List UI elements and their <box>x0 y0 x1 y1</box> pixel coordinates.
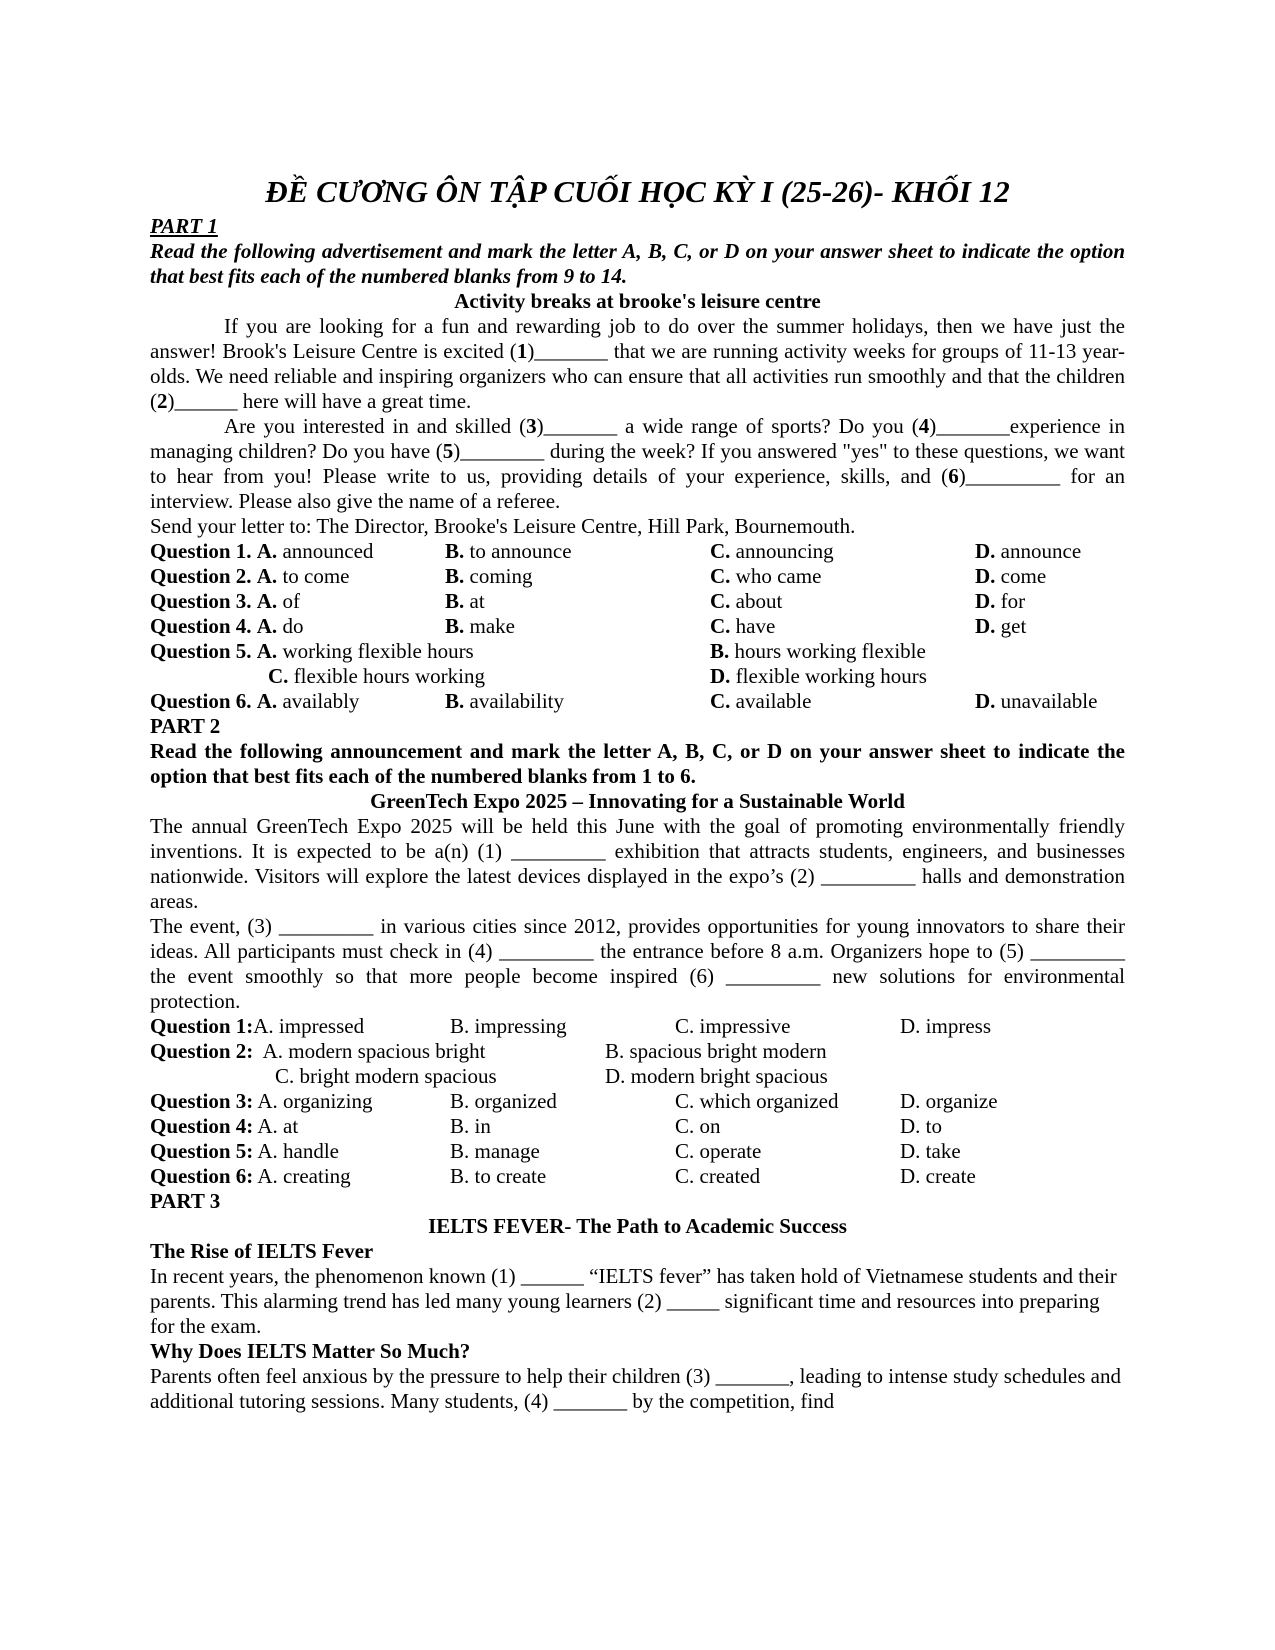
option-b: coming <box>469 564 533 588</box>
option-c: C. on <box>675 1114 721 1138</box>
option-d: get <box>1000 614 1027 638</box>
question-label: Question 1: <box>150 1014 254 1038</box>
blank-number: 5 <box>442 439 454 463</box>
part1-heading: Activity breaks at brooke's leisure centre <box>454 289 821 313</box>
part1-question-5-cont: C. flexible hours working D. flexible working hours <box>268 664 927 688</box>
option-a: A. organizing <box>257 1089 373 1113</box>
part1-question-1: Question 1. A. announced B. to announce C. announcing D. announce <box>150 539 1082 563</box>
option-d: D. take <box>900 1139 961 1163</box>
option-c: announcing <box>735 539 834 563</box>
part2-question-5 <box>150 1139 1125 1164</box>
part3-paragraph-2: Parents often feel anxious by the pressure to help their children (3) _______, leading to intense study schedules and additional tutoring sessions. Many students, (4) _______ by the competition, find <box>150 1364 1122 1413</box>
text-run: Are you interested in and skilled ( <box>224 414 527 438</box>
part1-question-5: Question 5. A. working flexible hours B. hours working flexible <box>150 639 926 663</box>
part2-instruction: Read the following announcement and mark the letter A, B, C, or D on your answer sheet to indicate the option that best fits each of the numbered blanks from 1 to 6. <box>150 739 1125 788</box>
option-d: D. impress <box>900 1014 991 1038</box>
text-run: )_______ that we are running activity weeks for groups of 11-13 year-olds. We need reliable and inspiring organizers who can ensure that all activities run smoothly and that the children ( <box>150 339 1125 413</box>
option-b: at <box>469 589 485 613</box>
option-a: availably <box>282 689 360 713</box>
text-run: )______ here will have a great time. <box>167 389 472 413</box>
document-page <box>150 170 1125 1414</box>
option-b: B. in <box>450 1114 491 1138</box>
option-d: come <box>1000 564 1047 588</box>
option-c: about <box>735 589 783 613</box>
question-label: Question 5. <box>150 639 252 663</box>
part2-question-1 <box>150 1014 1125 1039</box>
option-b: availability <box>469 689 564 713</box>
text-run: If you are looking for a fun and rewarding job to do over the summer holidays, then we have just the answer! Brook's Leisure Centre is excited ( <box>150 314 1125 363</box>
part2-heading: GreenTech Expo 2025 – Innovating for a Sustainable World <box>370 789 905 813</box>
option-b: B. organized <box>450 1089 557 1113</box>
blank-number: 3 <box>526 414 537 438</box>
option-b: hours working flexible <box>734 639 926 663</box>
part2-question-2-cont <box>150 1064 1125 1089</box>
part2-question-4 <box>150 1114 1125 1139</box>
text-run: )_________ for an interview. Please also give the name of a referee. <box>150 464 1125 513</box>
question-label: Question 5: <box>150 1139 254 1163</box>
part2-question-3 <box>150 1089 1125 1114</box>
part2-paragraph-1: The annual GreenTech Expo 2025 will be held this June with the goal of promoting environmentally friendly inventions. It is expected to be a(n) (1) _________ exhibition that attracts students, engineers, and businesses nationwide. Visitors will explore the latest devices displayed in the expo’s (2) _________ halls and demonstration areas. <box>150 814 1125 913</box>
option-c: C. operate <box>675 1139 762 1163</box>
question-label: Question 3. <box>150 589 252 613</box>
option-b: B. to create <box>450 1164 547 1188</box>
part2-question-6 <box>150 1164 1125 1189</box>
question-label: Question 2: <box>150 1039 254 1063</box>
option-d: D. create <box>900 1164 976 1188</box>
part1-paragraph-3: Send your letter to: The Director, Brooke's Leisure Centre, Hill Park, Bournemouth. <box>150 514 856 538</box>
part2-question-2 <box>150 1039 1125 1064</box>
blank-number: 2 <box>157 389 168 413</box>
option-d: for <box>1000 589 1026 613</box>
option-a: do <box>282 614 304 638</box>
option-b: to announce <box>469 539 572 563</box>
question-label: Question 1. <box>150 539 252 563</box>
option-a: A. modern spacious bright <box>262 1039 486 1063</box>
question-label: Question 6. <box>150 689 252 713</box>
part1-paragraph-2 <box>150 414 1125 514</box>
part3-label: PART 3 <box>150 1189 221 1213</box>
part3-subheading-1: The Rise of IELTS Fever <box>150 1239 374 1263</box>
page-title: ĐỀ CƯƠNG ÔN TẬP CUỐI HỌC KỲ I (25-26)- KHỐI 12 <box>265 174 1010 209</box>
blank-number: 1 <box>516 339 528 363</box>
question-label: Question 3: <box>150 1089 254 1113</box>
option-a: of <box>282 589 300 613</box>
part2-label: PART 2 <box>150 714 221 738</box>
option-c: who came <box>735 564 822 588</box>
part3-subheading-2: Why Does IELTS Matter So Much? <box>150 1339 471 1363</box>
option-d: flexible working hours <box>735 664 927 688</box>
option-a: A. impressed <box>253 1014 365 1038</box>
part1-question-2: Question 2. A. to come B. coming C. who came D. come <box>150 564 1047 588</box>
question-label: Question 4: <box>150 1114 254 1138</box>
option-a: working flexible hours <box>282 639 474 663</box>
option-d: D. organize <box>900 1089 998 1113</box>
part1-question-4: Question 4. A. do B. make C. have D. get <box>150 614 1027 638</box>
question-label: Question 6: <box>150 1164 254 1188</box>
option-a: to come <box>282 564 350 588</box>
part1-question-3: Question 3. A. of B. at C. about D. for <box>150 589 1026 613</box>
option-a: A. at <box>257 1114 299 1138</box>
option-b: B. impressing <box>450 1014 567 1038</box>
option-c: available <box>735 689 812 713</box>
option-c: flexible hours working <box>293 664 485 688</box>
part3-paragraph-1: In recent years, the phenomenon known (1) ______ “IELTS fever” has taken hold of Vietnamese students and their parents. This alarming trend has led many young learners (2) _____ significant time and resources into preparing for the exam. <box>150 1264 1117 1338</box>
question-label: Question 2. <box>150 564 252 588</box>
option-c: have <box>735 614 776 638</box>
text-run: )_______ a wide range of sports? Do you ( <box>536 414 919 438</box>
option-d: D. to <box>900 1114 942 1138</box>
option-c: C. created <box>675 1164 761 1188</box>
option-c: C. which organized <box>675 1089 839 1113</box>
option-a: A. creating <box>257 1164 351 1188</box>
part3-heading: IELTS FEVER- The Path to Academic Success <box>428 1214 847 1238</box>
question-label: Question 4. <box>150 614 252 638</box>
blank-number: 6 <box>948 464 959 488</box>
part1-question-6: Question 6. A. availably B. availability C. available D. unavailable <box>150 689 1098 713</box>
option-b: make <box>469 614 515 638</box>
blank-number: 4 <box>918 414 930 438</box>
option-c: C. bright modern spacious <box>275 1064 497 1088</box>
option-d: D. modern bright spacious <box>605 1064 828 1088</box>
part1-label: PART 1 <box>150 214 218 238</box>
option-d: announce <box>1000 539 1082 563</box>
option-b: B. spacious bright modern <box>605 1039 827 1063</box>
part2-paragraph-2: The event, (3) _________ in various cities since 2012, provides opportunities for young innovators to share their ideas. All participants must check in (4) _________ the entrance before 8 a.m. Organizers hope to (5) _________ the event smoothly so that more people become inspired (6) _________ new solutions for environmental protection. <box>150 914 1125 1013</box>
text-run: )_______experience in managing children? Do you have ( <box>150 414 1125 463</box>
option-a: A. handle <box>257 1139 340 1163</box>
option-b: B. manage <box>450 1139 540 1163</box>
text-run: )________ during the week? If you answered "yes" to these questions, we want to hear from you! Please write to us, providing details of your experience, skills, and ( <box>150 439 1125 488</box>
part1-instruction: Read the following advertisement and mark the letter A, B, C, or D on your answer sheet to indicate the option that best fits each of the numbered blanks from 9 to 14. <box>150 239 1125 288</box>
option-c: C. impressive <box>675 1014 791 1038</box>
option-d: unavailable <box>1000 689 1098 713</box>
option-a: announced <box>282 539 374 563</box>
part1-paragraph-1 <box>150 314 1125 414</box>
